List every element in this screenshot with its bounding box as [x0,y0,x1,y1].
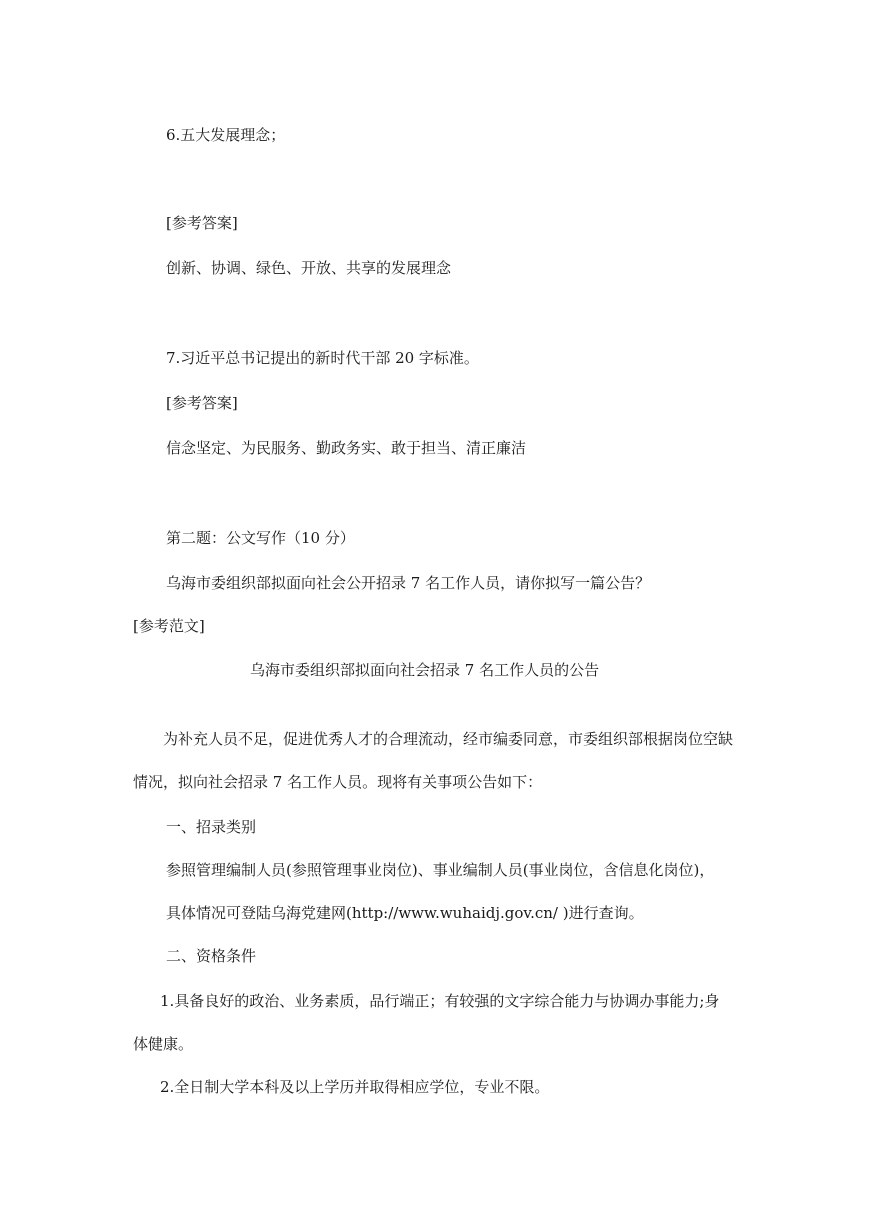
condition-line: 体健康。 [133,1035,194,1053]
paragraph-line: 参照管理编制人员(参照管理事业岗位)、事业编制人员(事业岗位，含信息化岗位)， [166,861,715,879]
answer-label: [参考答案] [166,394,238,412]
question-6: 6.五大发展理念； [166,126,286,144]
part-heading: 二、资格条件 [166,947,257,965]
writing-prompt: 乌海市委组织部拟面向社会公开招录 7 名工作人员，请你拟写一篇公告？ [166,574,651,592]
question-7: 7.习近平总书记提出的新时代干部 20 字标准。 [166,349,479,367]
intro-paragraph-line: 情况，拟向社会招录 7 名工作人员。现将有关事项公告如下： [133,773,543,791]
paragraph-line: 具体情况可登陆乌海党建网(http://www.wuhaidj.gov.cn/ )进行查询。 [166,904,644,922]
part-heading: 一、招录类别 [166,818,257,836]
answer-label: [参考答案] [166,214,238,232]
notice-title: 乌海市委组织部拟面向社会招录 7 名工作人员的公告 [250,661,600,679]
sample-label: [参考范文] [133,617,205,635]
condition-line: 1.具备良好的政治、业务素质，品行端正；有较强的文字综合能力与协调办事能力;身 [160,992,720,1010]
section-heading: 第二题：公文写作（10 分） [166,529,355,547]
answer-text: 创新、协调、绿色、开放、共享的发展理念 [166,259,452,277]
answer-text: 信念坚定、为民服务、勤政务实、敢于担当、清正廉洁 [166,439,527,457]
intro-paragraph-line: 为补充人员不足，促进优秀人才的合理流动，经市编委同意，市委组织部根据岗位空缺 [163,730,734,748]
condition-line: 2.全日制大学本科及以上学历并取得相应学位，专业不限。 [160,1078,550,1096]
